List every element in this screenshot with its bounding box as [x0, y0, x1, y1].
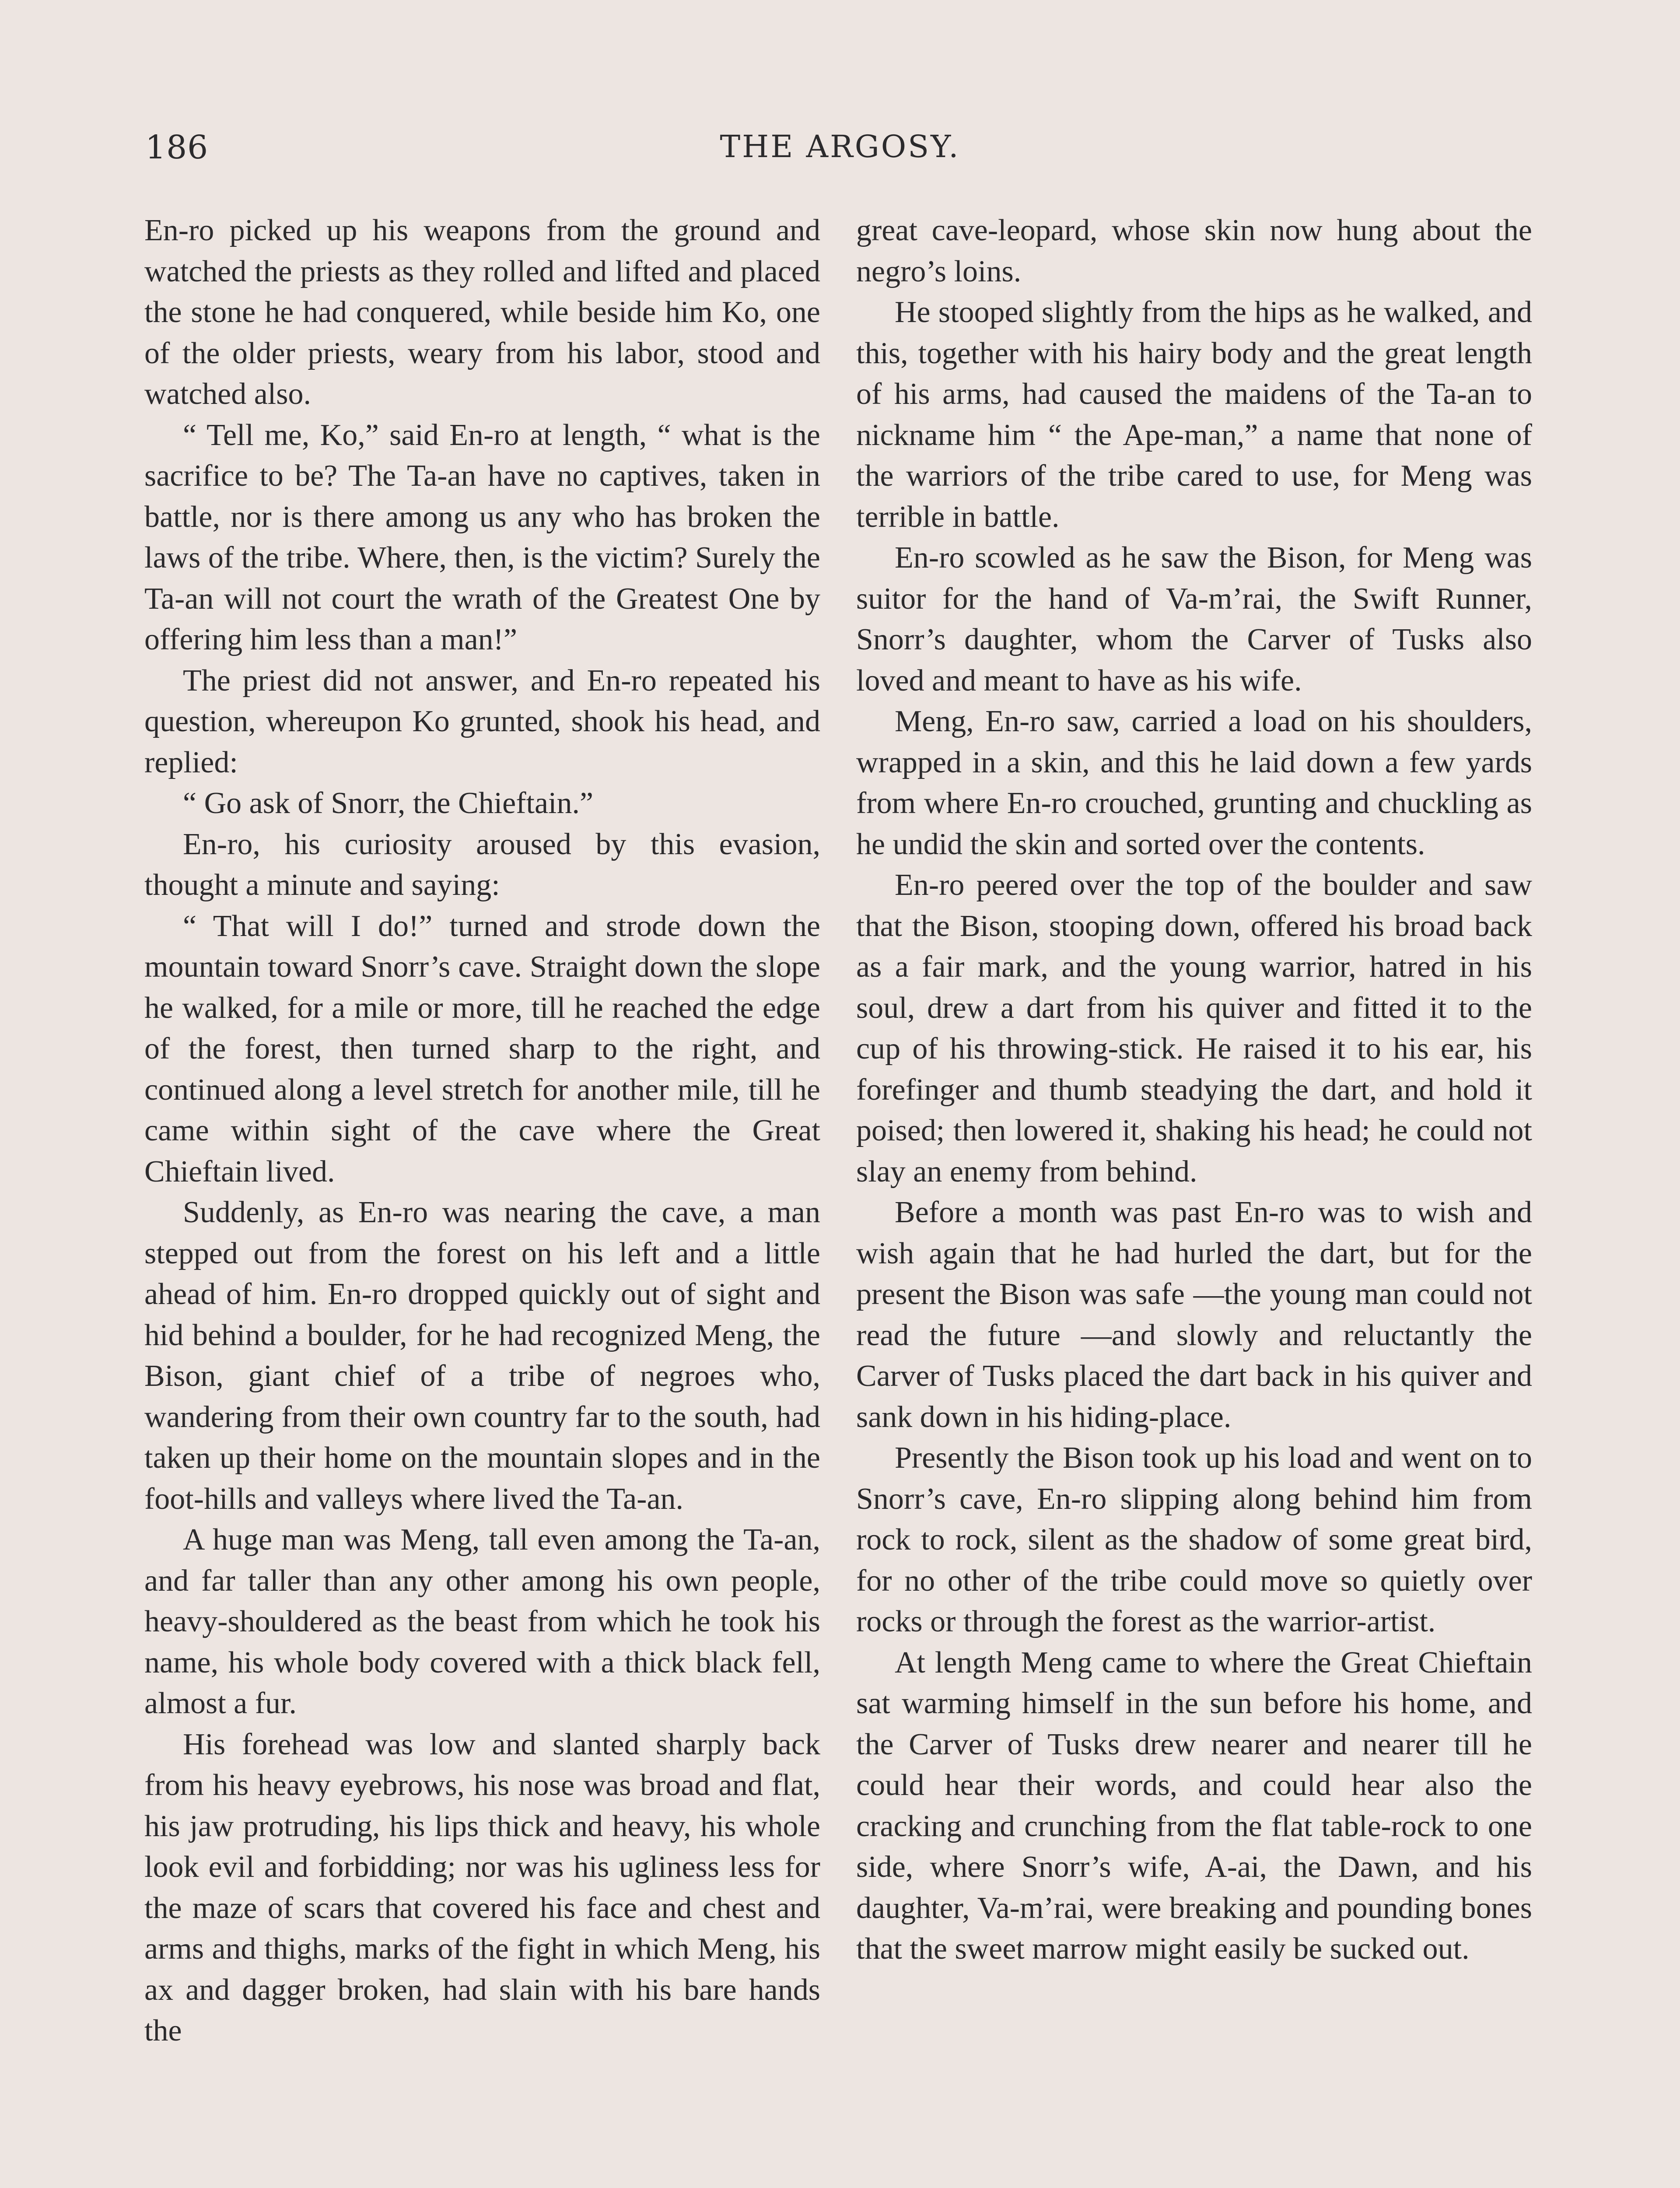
- paragraph: He stooped slightly from the hips as he walked, and this, together with his hairy body and the great length of his arms, had caused the maidens of the Ta-an to nickname him “ the Ape-man,” a name that none of the warriors of the tribe cared to use, for Meng was terrible in battle.: [856, 295, 1532, 534]
- paragraph: Suddenly, as En-ro was nearing the cave, a man stepped out from the forest on his left and a little ahead of him. En-ro dropped quickly out of sight and hid behind a boulder, for he had recognized Meng, the Bison, giant chief of a tribe of negroes who, wandering from their own country far to the south, had taken up their home on the mountain slopes and in the foot-hills and valleys where lived the Ta-an.: [144, 1196, 820, 1516]
- paragraph: great cave-leopard, whose skin now hung about the negro’s loins.: [856, 214, 1532, 288]
- paragraph: En-ro peered over the top of the boulder and saw that the Bison, stooping down, offered his broad back as a fair mark, and the young warrior, hatred in his soul, drew a dart from his quiver and fitted it to the cup of his throwing-stick. He raised it to his ear, his forefinger and thumb steadying the dart, and hold it poised; then lowered it, shaking his head; he could not slay an enemy from behind.: [856, 868, 1532, 1189]
- paragraph: At length Meng came to where the Great Chieftain sat warming himself in the sun before his home, and the Carver of Tusks drew nearer and nearer till he could hear their words, and could hear also the cracking and crunching from the flat table-rock to one side, where Snorr’s wife, A-ai, the Dawn, and his daughter, Va-m’rai, were breaking and pounding bones that the sweet marrow might easily be sucked out.: [856, 1645, 1532, 1966]
- paragraph: His forehead was low and slanted sharply back from his heavy eyebrows, his nose was broad and flat, his jaw protruding, his lips thick and heavy, his whole look evil and forbidding; nor was his ugliness less for the maze of scars that covered his face and chest and arms and thighs, marks of the fight in which Meng, his ax and dagger broken, had slain with his bare hands the: [144, 1727, 820, 2048]
- paragraph: Presently the Bison took up his load and went on to Snorr’s cave, En-ro slipping along behind him from rock to rock, silent as the shadow of some great bird, for no other of the tribe could move so quietly over rocks or through the forest as the warrior-artist.: [856, 1441, 1532, 1638]
- paragraph: The priest did not answer, and En-ro repeated his question, whereupon Ko grunted, shook his head, and replied:: [144, 663, 820, 779]
- right-column: [856, 210, 1532, 1970]
- paragraph: En-ro scowled as he saw the Bison, for Meng was suitor for the hand of Va-m’rai, the Swift Runner, Snorr’s daughter, whom the Carver of Tusks also loved and meant to have as his wife.: [856, 541, 1532, 698]
- paragraph: A huge man was Meng, tall even among the Ta-an, and far taller than any other among his own people, heavy-shouldered as the beast from which he took his name, his whole body covered with a thick black fell, almost a fur.: [144, 1523, 820, 1720]
- paragraph: Meng, En-ro saw, carried a load on his shoulders, wrapped in a skin, and this he laid down a few yards from where En-ro crouched, grunting and chuckling as he undid the skin and sorted over the contents.: [856, 705, 1532, 861]
- page-number: 186: [145, 129, 209, 166]
- paragraph: En-ro, his curiosity aroused by this evasion, thought a minute and saying:: [144, 827, 820, 902]
- paragraph: “ Go ask of Snorr, the Chieftain.”: [183, 786, 594, 820]
- paragraph: Before a month was past En-ro was to wish and wish again that he had hurled the dart, but for the present the Bison was safe —the young man could not read the future —and slowly and reluctantly the Carver of Tusks placed the dart back in his quiver and sank down in his hiding-place.: [856, 1196, 1532, 1434]
- paragraph: “ That will I do!” turned and strode down the mountain toward Snorr’s cave. Straight down the slope he walked, for a mile or more, till he reached the edge of the forest, then turned sharp to the right, and continued along a level stretch for another mile, till he came within sight of the cave where the Great Chieftain lived.: [144, 909, 820, 1189]
- paragraph: “ Tell me, Ko,” said En-ro at length, “ what is the sacrifice to be? The Ta-an have no captives, taken in battle, nor is there among us any who has broken the laws of the tribe. Where, then, is the victim? Surely the Ta-an will not court the wrath of the Greatest One by offering him less than a man!”: [144, 418, 820, 656]
- running-title: THE ARGOSY.: [720, 129, 960, 165]
- paragraph: En-ro picked up his weapons from the ground and watched the priests as they rolled and lifted and placed the stone he had conquered, while beside him Ko, one of the older priests, weary from his labor, stood and watched also.: [144, 214, 820, 411]
- left-column: [144, 210, 820, 2051]
